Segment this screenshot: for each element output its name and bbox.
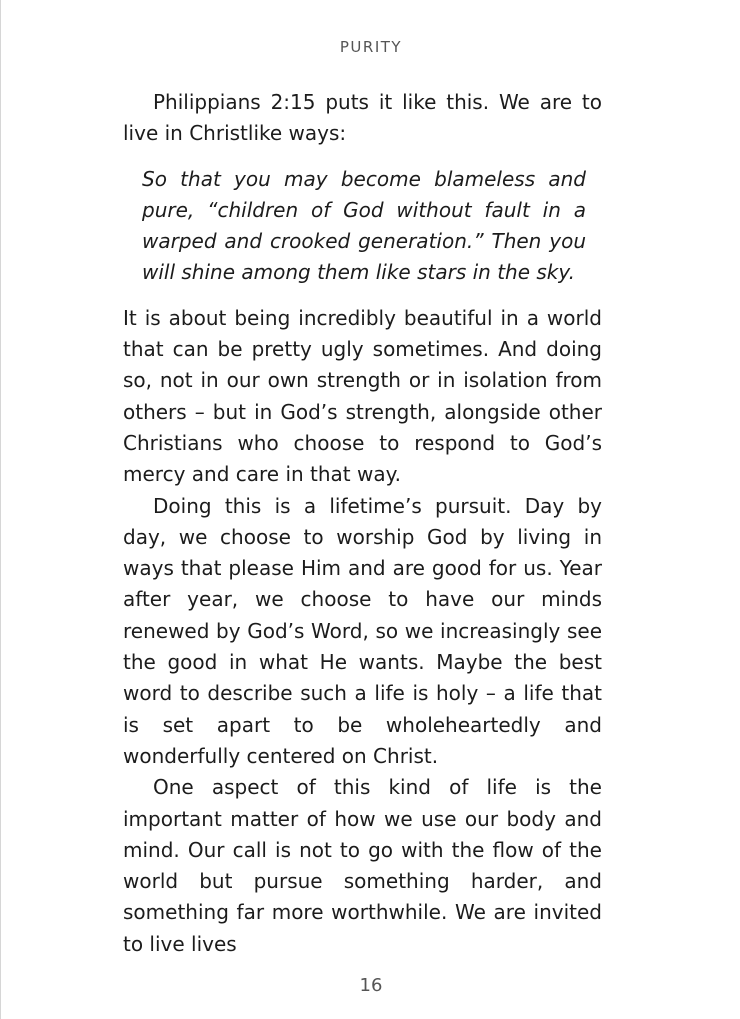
- page-number: 16: [359, 975, 383, 996]
- scripture-quote: So that you may become blameless and pure, “children of God without fault in a warped and crooked generation.” Then you will shine among them like stars in the sky.: [142, 166, 586, 285]
- paragraph-body-and-mind: One aspect of this kind of life is the important matter of how we use our body and mind. Our call is not to go with the flow of the world but pursue something harder, and something far more worthwhile. We are invited to live lives: [123, 775, 602, 956]
- paragraph-beauty: It is about being incredibly beautiful in a world that can be pretty ugly sometimes. And doing so, not in our own strength or in isolation from others – but in God’s strength, alongside other Christians who choose to respond to God’s mercy and care in that way.: [123, 305, 602, 487]
- paragraph-intro: Philippians 2:15 puts it like this. We are to live in Christlike ways:: [123, 90, 602, 146]
- body-text: [123, 87, 602, 960]
- running-head: PURITY: [339, 38, 403, 56]
- paragraph-lifetime-pursuit: Doing this is a lifetime’s pursuit. Day by day, we choose to worship God by living in ways that please Him and are good for us. Year after year, we choose to have our minds renewed by God’s Word, so we increasingly see the good in what He wants. Maybe the best word to describe such a life is holy – a life that is set apart to be wholeheartedly and wonderfully centered on Christ.: [123, 493, 602, 768]
